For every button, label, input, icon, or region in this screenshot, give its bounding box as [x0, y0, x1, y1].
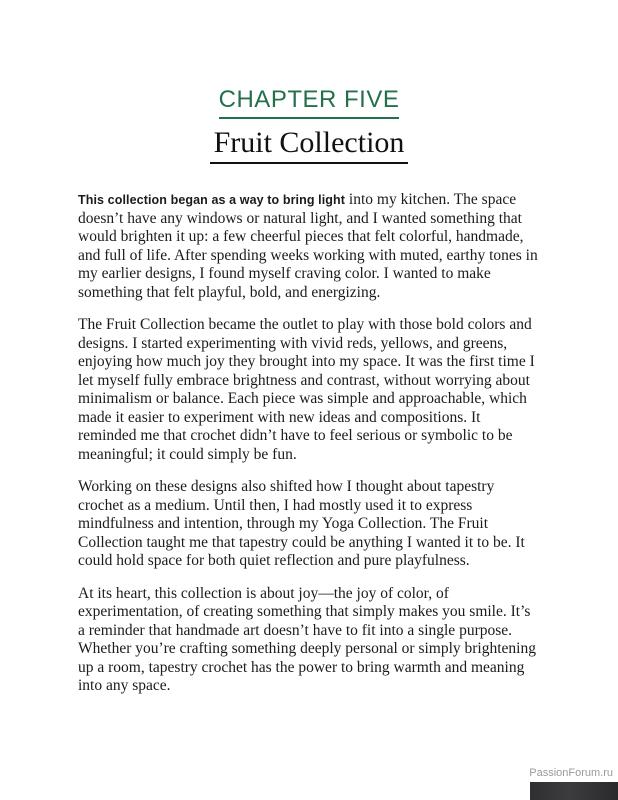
page-header [0, 0, 618, 164]
chapter-label: CHAPTER FIVE [219, 86, 400, 119]
paragraph-1-text: into my kitchen. The space doesn’t have any windows or natural light, and I wanted something that would brighten it up: a few cheerful pieces that felt colorful, handmade, and full of life. After spending weeks working with muted, earthy tones in my earlier designs, I found myself craving color. I wanted to make something that felt playful, bold, and energizing. [78, 191, 538, 301]
paragraph-1 [78, 191, 541, 302]
paragraph-3: Working on these designs also shifted how I thought about tapestry crochet as a medium. Until then, I had mostly used it to express mindfulness and intention, through my Yoga Collection. The Fruit Collection taught me that tapestry could be anything I wanted it to be. It could hold space for both quiet reflection and pure playfulness. [78, 478, 525, 569]
body-text [78, 191, 541, 696]
paragraph-2: The Fruit Collection became the outlet to play with those bold colors and designs. I started experimenting with vivid reds, yellows, and greens, enjoying how much joy they brought into my space. It was the first time I let myself fully embrace brightness and contrast, without worrying about minimalism or balance. Each piece was simple and approachable, which made it easier to experiment with new ideas and compositions. It reminded me that crochet didn’t have to feel serious or symbolic to be meaningful; it could simply be fun. [78, 316, 535, 463]
watermark-image [530, 782, 618, 800]
page-title: Fruit Collection [210, 126, 409, 164]
paragraph-4: At its heart, this collection is about joy—the joy of color, of experimentation, of creating something that simply makes you smile. It’s a reminder that handmade art doesn’t have to fit into a single purpose. Whether you’re crafting something deeply personal or simply brightening up a room, tapestry crochet has the power to bring warmth and meaning into any space. [78, 584, 536, 694]
watermark-text: PassionForum.ru [529, 767, 613, 779]
lead-in-text: This collection began as a way to bring light [78, 193, 346, 207]
